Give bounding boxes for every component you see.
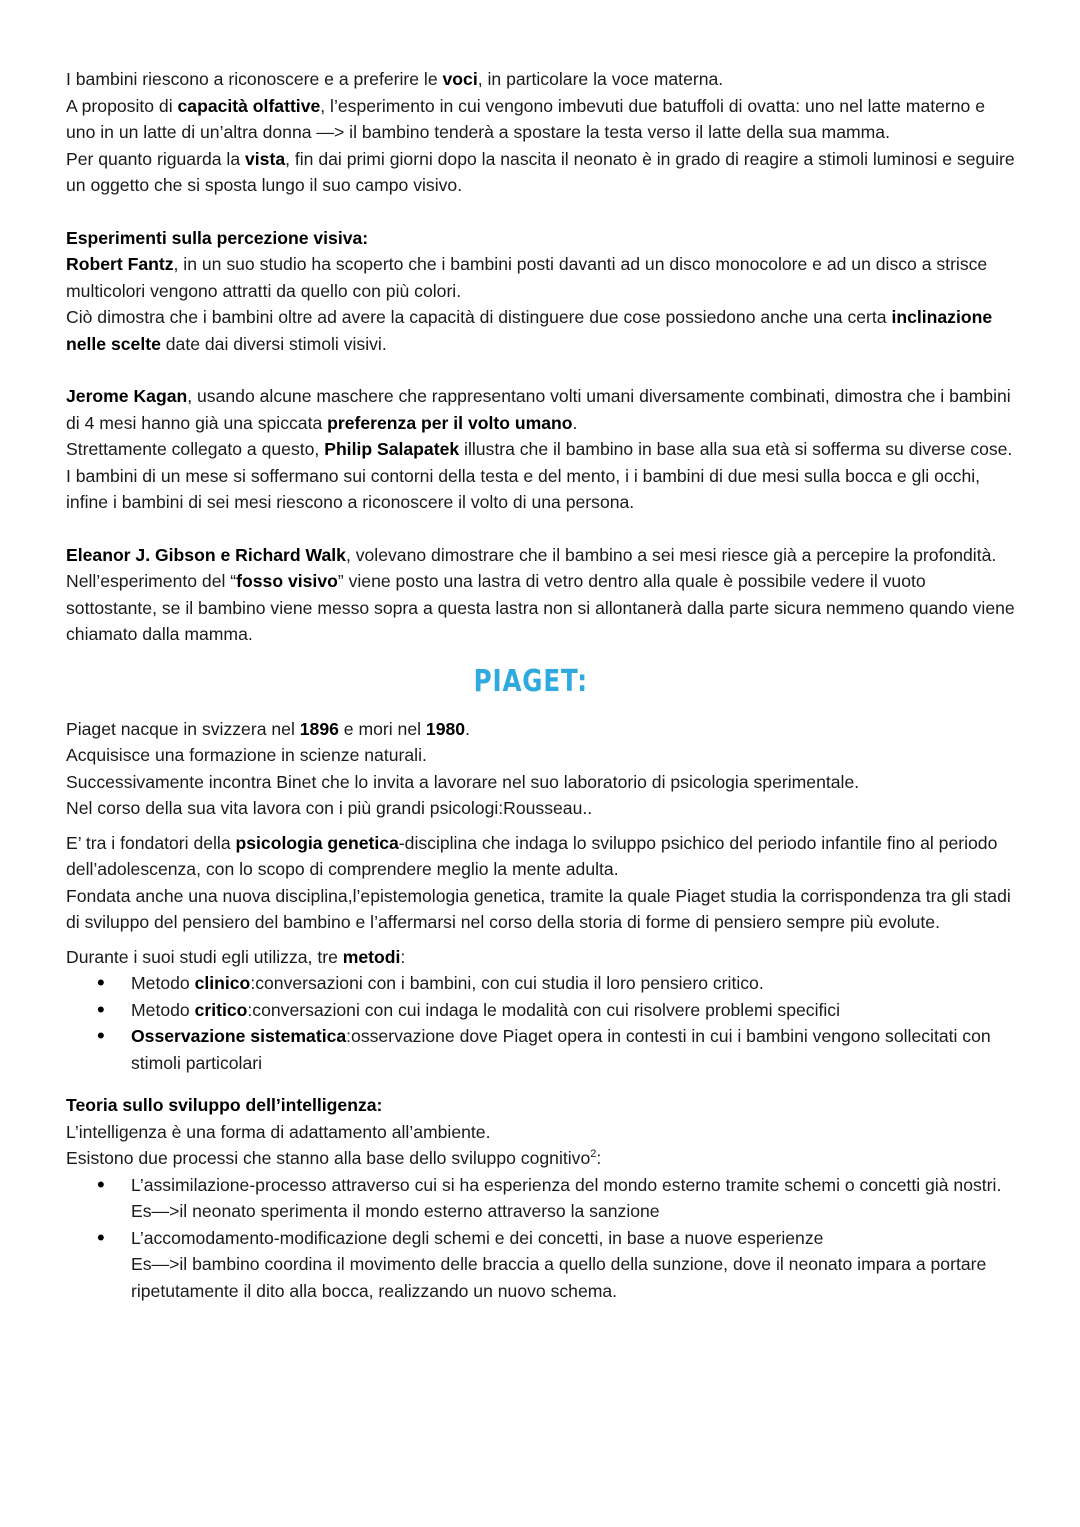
heading-visual-experiments: Esperimenti sulla percezione visiva: (66, 227, 369, 248)
heading-intelligence-theory: Teoria sullo sviluppo dell’intelligenza: (66, 1095, 383, 1115)
bold-text: fosso visivo (236, 571, 338, 591)
text-run: Per quanto riguarda la (66, 148, 245, 169)
bold-text: clinico (194, 973, 251, 993)
bold-text: 1896 (299, 718, 339, 739)
paragraph-voices (66, 66, 1016, 93)
text-run: date dai diversi stimoli visivi. (160, 333, 387, 354)
list-item-assimilation (66, 1172, 1016, 1225)
paragraph-piaget-psychologists: Nel corso della sua vita lavora con i più grandi psicologi:Rousseau.. (66, 798, 593, 818)
assimilation-example: Es—>il neonato sperimenta il mondo esterno attraverso la sanzione (131, 1201, 660, 1221)
methods-list (66, 970, 1016, 1076)
text-run: , fin dai primi giorni dopo la nascita il neonato è in grado di reagire a stimoli luminosi e seguire un oggetto che si sposta lungo il suo campo visivo. (66, 148, 1015, 195)
bold-text: Eleanor J. Gibson e Richard Walk (66, 544, 346, 565)
list-item-method-critical (66, 997, 1016, 1024)
text-run: Durante i suoi studi egli utilizza, tre (66, 946, 343, 967)
bold-text: Philip Salapatek (324, 439, 460, 459)
paragraph-fantz (66, 251, 1016, 304)
bold-text: 1980 (425, 718, 466, 739)
bold-text: Osservazione sistematica (131, 1026, 347, 1046)
text-run: Piaget nacque in svizzera nel (66, 718, 300, 739)
text-run: E’ tra i fondatori della (66, 832, 236, 853)
bold-text: critico (194, 999, 248, 1020)
text-run: , l’esperimento in cui vengono imbevuti due batuffoli di ovatta: uno nel latte materno e uno in un latte di un’altra donna —> il bambino tenderà a spostare la testa verso il latte della sua mamma. (66, 95, 986, 142)
text-run: :conversazioni con i bambini, con cui studia il loro pensiero critico. (250, 973, 764, 993)
bold-text: Robert Fantz (66, 254, 174, 274)
text-run: , usando alcune maschere che rappresentano volti umani diversamente combinati, dimostra che i bambini di 4 mesi hanno già una spiccata (66, 386, 1011, 433)
text-run: , volevano dimostrare che il bambino a sei mesi riesce già a percepire la profondità. Nell’esperimento del “ (66, 544, 997, 591)
paragraph-kagan (66, 383, 1016, 436)
text-run: . (465, 718, 470, 739)
text-run: : (400, 946, 406, 967)
assimilation-definition: L’assimilazione-processo attraverso cui si ha esperienza del mondo esterno tramite schemi o concetti già nostri. (131, 1174, 1002, 1195)
paragraph-genetic-psychology (66, 830, 1016, 883)
paragraph-piaget-training: Acquisisce una formazione in scienze naturali. (66, 745, 427, 765)
list-item-accommodation (66, 1225, 1016, 1305)
bold-text: voci (442, 69, 478, 89)
footnote-marker: 2 (590, 1148, 597, 1161)
list-item-method-observation (66, 1023, 1016, 1076)
section-title-piaget: PIAGET: (473, 663, 588, 699)
paragraph-vision (66, 146, 1016, 199)
document-body (66, 66, 1016, 1304)
text-run: :osservazione dove Piaget opera in contesti in cui i bambini vengono sollecitati con stimoli particolari (131, 1026, 991, 1073)
text-run: -disciplina che indaga lo sviluppo psichico del periodo infantile fino al periodo dell’adolescenza, con lo scopo di comprendere meglio la mente adulta. (66, 832, 998, 879)
bold-text: Jerome Kagan (66, 386, 188, 406)
text-run: :conversazioni con cui indaga le modalità con cui risolvere problemi specifici (247, 999, 841, 1020)
bold-text: preferenza per il volto umano (327, 412, 573, 433)
processes-list (66, 1172, 1016, 1305)
paragraph-cognitive-processes: Esistono due processi che stanno alla base dello sviluppo cognitivo$^2$: (66, 1148, 602, 1168)
bold-text: inclinazione nelle scelte (66, 307, 993, 354)
paragraph-intelligence-adaptation: L’intelligenza è una forma di adattamento all’ambiente. (66, 1121, 491, 1142)
paragraph-piaget-binet: Successivamente incontra Binet che lo invita a lavorare nel suo laboratorio di psicologia sperimentale. (66, 771, 860, 792)
text-run: ” viene posto una lastra di vetro dentro alla quale è possibile vedere il vuoto sottostante, se il bambino viene messo sopra a questa lastra non si allontanerà dalla parte sicura nemmeno quando viene chiamato dalla mamma. (66, 571, 1015, 644)
accommodation-example: Es—>il bambino coordina il movimento delle braccia a quello della sunzione, dove il neonato impara a portare ripetutamente il dito alla bocca, realizzando un nuovo schema. (131, 1254, 987, 1301)
text-run: Metodo (131, 999, 195, 1020)
bold-text: capacità olfattive (177, 95, 321, 116)
text-run: , in particolare la voce materna. (477, 69, 724, 89)
text-run: , in un suo studio ha scoperto che i bambini posti davanti ad un disco monocolore e ad un disco a strisce multicolori vengono attratti da quello con più colori. (66, 254, 988, 301)
paragraph-methods-intro (66, 944, 1016, 971)
text-run: Ciò dimostra che i bambini oltre ad avere la capacità di distinguere due cose possiedono anche una certa (66, 307, 892, 327)
paragraph-genetic-epistemology: Fondata anche una nuova disciplina,l’epistemologia genetica, tramite la quale Piaget studia la corrispondenza tra gli stadi di sviluppo del pensiero del bambino e l’affermarsi nel corso della storia di forme di pensiero sempre più evolute. (66, 885, 1011, 932)
paragraph-olfactory (66, 93, 1016, 146)
text-run: I bambini riescono a riconoscere e a preferire le (66, 69, 443, 89)
text-run: . (572, 412, 578, 433)
paragraph-fantz-conclusion (66, 304, 1016, 357)
text-run: A proposito di (66, 95, 178, 116)
paragraph-salapatek (66, 436, 1016, 516)
accommodation-definition: L’accomodamento-modificazione degli schemi e dei concetti, in base a nuove esperienze (131, 1227, 824, 1248)
paragraph-gibson-walk (66, 542, 1016, 648)
bold-text: psicologia genetica (235, 832, 399, 853)
bold-text: vista (245, 148, 286, 169)
text-run: e mori nel (338, 718, 426, 739)
paragraph-piaget-birth (66, 716, 1016, 743)
text-run: illustra che il bambino in base alla sua età si sofferma su diverse cose. I bambini di un mese si soffermano sui contorni della testa e del mento, i i bambini di due mesi sulla bocca e gli occhi, infine i bambini di sei mesi riescono a riconoscere il volto di una persona. (66, 439, 1013, 512)
text-run: Metodo (131, 973, 195, 993)
text-run: Strettamente collegato a questo, (66, 439, 325, 459)
bold-text: metodi (342, 946, 401, 967)
list-item-method-clinical (66, 970, 1016, 997)
